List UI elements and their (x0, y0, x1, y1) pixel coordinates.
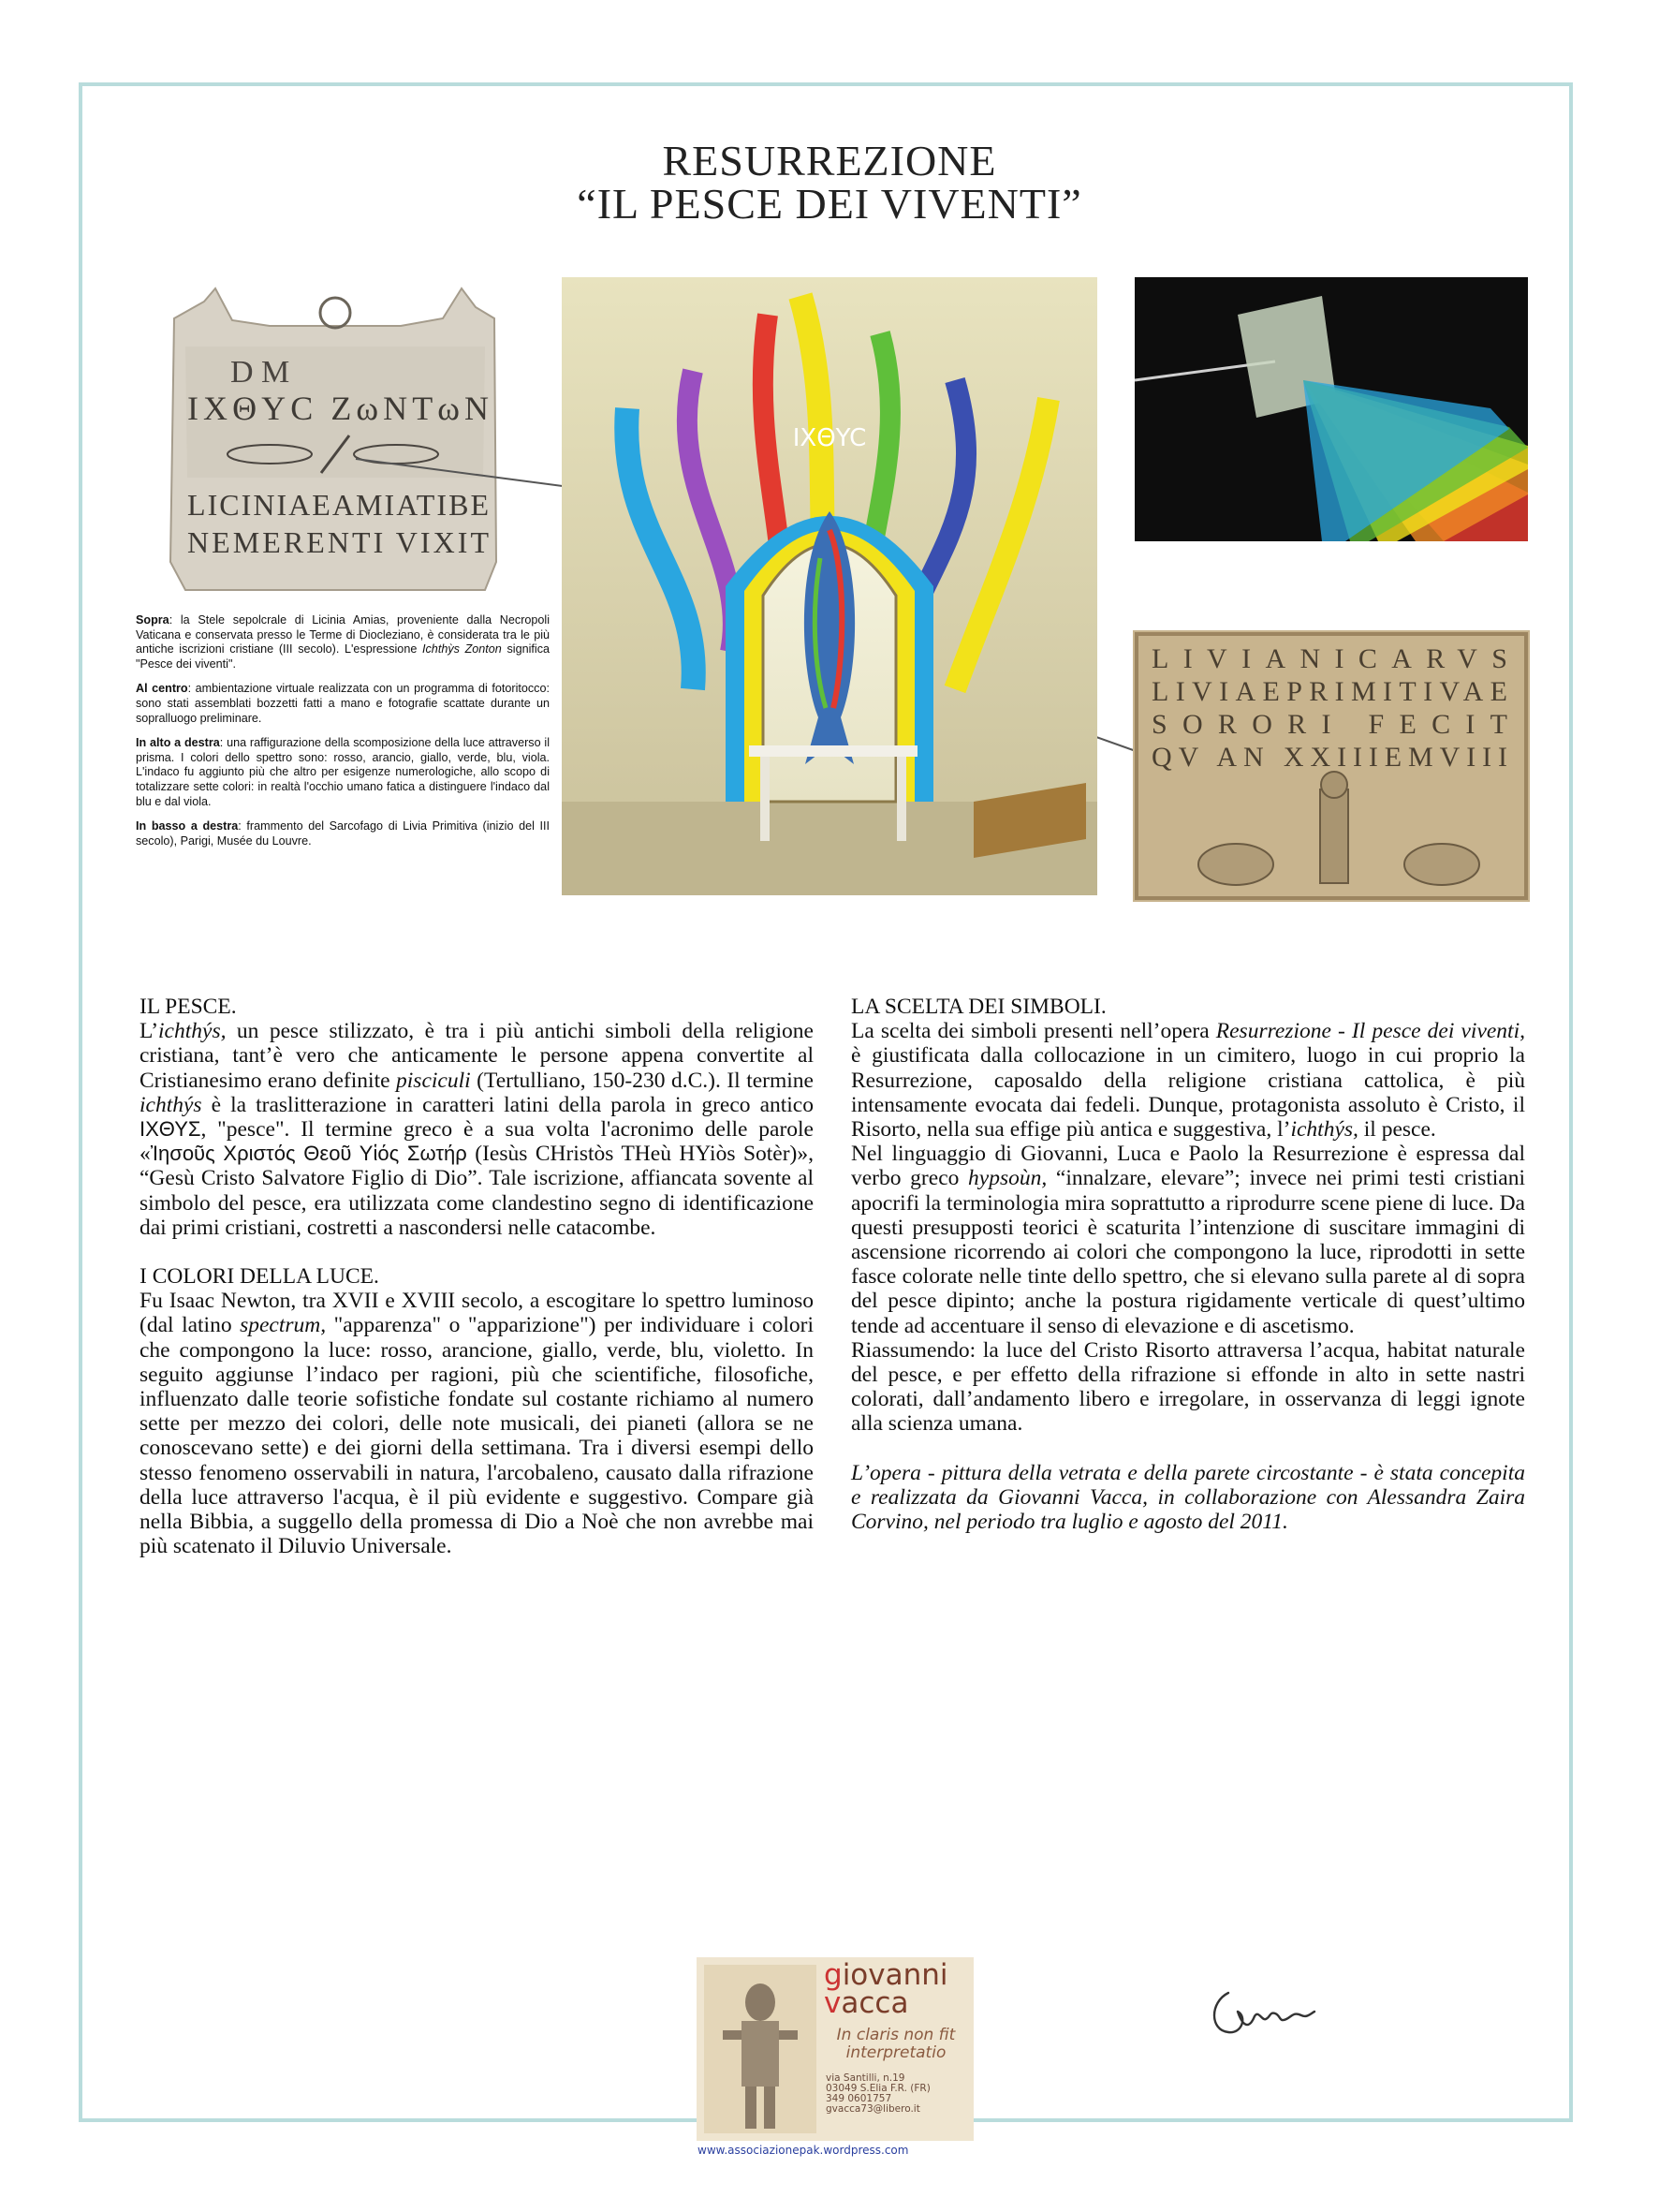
sarc-line1: LIVIANICARVS (1152, 643, 1507, 674)
page-title-line2: “IL PESCE DEI VIVENTI” (577, 180, 1082, 228)
stele-inscription-1: IXΘYC ZωNTωN (187, 390, 489, 427)
figure-icon (704, 1965, 816, 2133)
sarc-line4: QV AN XXIIIEMVIII (1152, 742, 1507, 773)
credits-paragraph: L’opera - pittura della vetrata e della parete circostante - è stata concepita e realizzata da Giovanni Vacca, in collaborazione con Alessandra Zaira Corvino, nel periodo tra luglio e agosto del 2011. (851, 1460, 1525, 1535)
chapel-ixthys-label: IXΘYC (792, 424, 867, 452)
sarc-line2: LIVIAEPRIMITIVAE (1152, 676, 1507, 707)
left-text-column (139, 995, 814, 1558)
section-body-simboli-1: La scelta dei simboli presenti nell’opera Resurrezione - Il pesce dei viventi, è giustificata dalla collocazione in un cimitero, luogo in cui proprio la Resurrezione, caposaldo della religione cristiana cattolica, è più intensamente evocata dai fedeli. Dunque, protagonista assoluto è Cristo, il Risorto, nella sua effige più antica e suggestiva, l’ichthýs, il pesce. (851, 1019, 1525, 1143)
page-title-line1: RESURREZIONE (662, 137, 997, 184)
section-heading-pesce: IL PESCE. (139, 995, 237, 1019)
image-captions (136, 613, 550, 859)
section-body-simboli-2: Nel linguaggio di Giovanni, Luca e Paolo la Resurrezione è espressa dal verbo greco hypsoùn, “innalzare, elevare”; invece nei primi testi cristiani apocrifi la terminologia mira soprattutto a riprodurre scene piene di luce. Da questi presupposti teorici è scaturita l’intenzione di suscitare immagini di ascensione ricorrendo ai colori che compongono la luce, riprodotti in sette fasce colorate nelle tinte dello spettro, che si elevano sulla parete al di sopra del pesce dipinto; anche la postura rigidamente verticale di quest’ultimo tende ad accentuare il senso di elevazione e di ascetismo. (851, 1142, 1525, 1338)
stele-inscription-2: LICINIAEAMIATIBE (187, 488, 489, 522)
section-heading-simboli: LA SCELTA DEI SIMBOLI. (851, 995, 1107, 1019)
section-body-pesce: L’ichthýs, un pesce stilizzato, è tra i più antichi simboli della religione cristiana, tant’è vero che anticamente le persone appena convertite al Cristianesimo erano definite pisciculi (Tertulliano, 150-230 d.C.). Il termine ichthýs è la traslitterazione in caratteri latini della parola in greco antico ΙΧΘΥΣ, "pesce". Il termine greco è a sua volta l'acronimo delle parole «Ἰησοῦς Χριστός Θεοῦ Υἱός Σωτήρ (Iesùs CHristòs THeù HYiòs Sotèr)», “Gesù Cristo Salvatore Figlio di Dio”. Tale iscrizione, affiancata sovente al simbolo del pesce, era utilizzata come clandestino segno di identificazione dai primi cristiani, costretti a nascondersi nelle catacombe. (139, 1019, 814, 1240)
section-body-colori: Fu Isaac Newton, tra XVII e XVIII secolo, a escogitare lo spettro luminoso (dal latino spectrum, "apparenza" o "apparizione") per individuare i colori che compongono la luce: rosso, arancione, giallo, verde, blu, violetto. In seguito aggiunse l’indaco per ragioni, più che scientifiche, filosofiche, influenzato dalle teorie sofistiche fondate sul costante richiamo al numero sette per mezzo dei colori, delle note musicali, dei pianeti (allora se ne conoscevano sette) e dei giorni della settimana. Tra i diversi esempi dello stesso fenomeno osservabili in natura, l'arcobaleno, causato dalla rifrazione della luce attraverso l'acqua, è il più evidente e suggestivo. Compare già nella Bibbia, a suggello della promessa di Dio a Noè che non avrebbe mai più scatenato il Diluvio Universale. (139, 1289, 814, 1559)
website-link[interactable]: www.associazionepak.wordpress.com (697, 2144, 909, 2157)
section-heading-colori: I COLORI DELLA LUCE. (139, 1264, 379, 1290)
stele-inscription-3: NEMERENTI VIXIT (187, 525, 489, 559)
handwritten-signature (1200, 1974, 1341, 2049)
sarcophagus-fragment-image (1133, 630, 1530, 902)
caption-4-label: In basso a destra (136, 819, 239, 833)
caption-3-text: : una raffigurazione della scomposizione della luce attraverso il prisma. I colori dello spettro sono: rosso, arancio, giallo, verde, blu, viola. L'indaco fu aggiunto più che altro per esigenze numerologiche, allo scopo di totalizzare sette colori: in realtà l'occhio umano fatica a distinguere l'indaco dal blu e dal viola. (136, 736, 550, 808)
caption-2-text: : ambientazione virtuale realizzata con un programma di fotoritocco: sono stati assemblati bozzetti fatti a mano e fotografie scattate durante un sopralluogo preliminare. (136, 682, 550, 725)
caption-3-label: In alto a destra (136, 736, 220, 750)
section-body-simboli-3: Riassumendo: la luce del Cristo Risorto attraversa l’acqua, habitat naturale del pesce, e per effetto della rifrazione si effonde in alto in sette nastri colorati, dall’andamento libero e irregolare, in osservanza di leggi ignote alla scienza umana. (851, 1337, 1525, 1437)
caption-4-text: : frammento del Sarcofago di Livia Primitiva (inizio del III secolo), Parigi, Musée du Louvre. (136, 819, 551, 848)
giovanni-vacca-logo (697, 1957, 974, 2141)
caption-1-label: Sopra (136, 613, 169, 627)
caption-2-label: Al centro (136, 682, 188, 696)
right-text-column (851, 995, 1525, 1534)
sarc-line3: SORORI FECIT (1152, 709, 1507, 740)
caption-1-end: significa "Pesce dei viventi". (136, 642, 550, 671)
chapel-virtual-image (562, 277, 1097, 895)
caption-1-italic: Ichthỳs Zonton (422, 642, 502, 656)
caption-1-text: : la Stele sepolcrale di Licinia Amias, proveniente dalla Necropoli Vaticana e conservata presso le Terme di Diocleziano, è considerata tra le più antiche iscrizioni cristiane (III secolo). L'espressione (136, 613, 550, 656)
logo-name: giovanni vacca (824, 1958, 948, 2020)
prism-spectrum-image (1135, 277, 1528, 541)
stele-dm: D M (230, 355, 290, 390)
logo-address: via Santilli, n.19 03049 S.Elia F.R. (FR) 349 0601757 gvacca73@libero.it (826, 2072, 931, 2115)
logo-motto: In claris non fit interpretatio (836, 2026, 956, 2062)
